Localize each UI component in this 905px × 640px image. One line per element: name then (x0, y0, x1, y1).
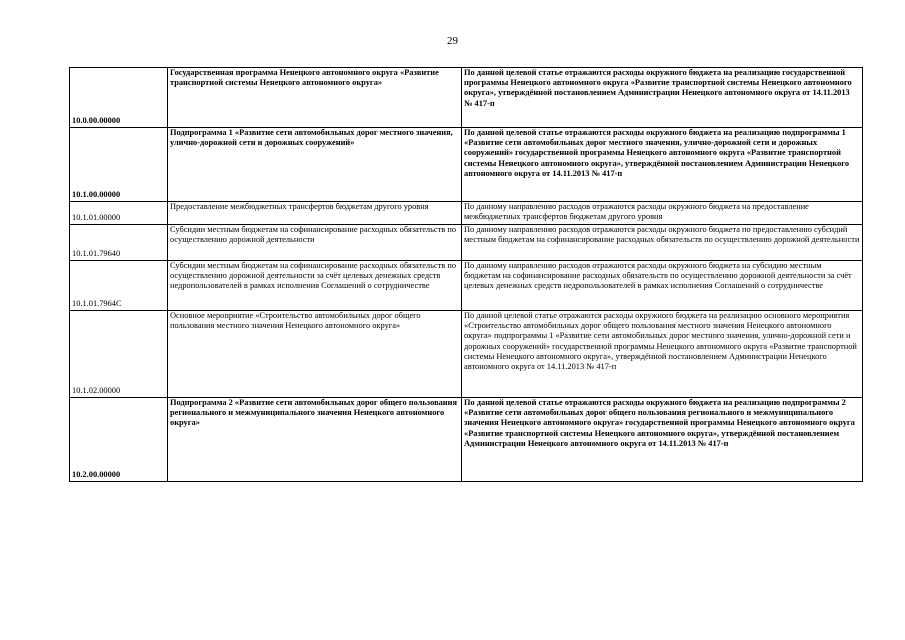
target-article-code: 10.1.02.00000 (70, 311, 168, 398)
target-article-description: По данной целевой статье отражаются расходы окружного бюджета на реализацию основного мероприятия «Строительство автомобильных дорог общего пользования местного значения Ненецкого автономного округа» подпрограммы 1 «Развитие сети автомобильных дорог местного значения, улично-дорожной сети и дорожных сооружений» государственной программы Ненецкого автономного округа «Развитие транспортной системы Ненецкого автономного округа», утверждённой постановлением Администрации Ненецкого автономного округа от 14.11.2013 № 417-п (462, 311, 863, 398)
target-article-name (168, 128, 462, 202)
target-article-code: 10.1.01.00000 (70, 202, 168, 225)
target-article-code: 10.1.01.79640 (70, 225, 168, 261)
target-article-code: 10.2.00.00000 (70, 398, 168, 482)
target-article-name: Субсидии местным бюджетам на софинансирование расходных обязательств по осуществлению дорожной деятельности (168, 225, 462, 261)
target-article-description: По данному направлению расходов отражаются расходы окружного бюджета на предоставление межбюджетных трансфертов бюджетам другого уровня (462, 202, 863, 225)
table-row (70, 261, 863, 311)
target-article-name: Предоставление межбюджетных трансфертов бюджетам другого уровня (168, 202, 462, 225)
target-article-code: 10.1.00.00000 (70, 128, 168, 202)
target-article-name (168, 68, 462, 128)
target-article-name (168, 398, 462, 482)
target-article-description: По данной целевой статье отражаются расходы окружного бюджета на реализацию государственной программы Ненецкого автономного округа «Развитие транспортной системы Ненецкого автономного округа», утверждённой постановлением Администрации Ненецкого автономного округа от 14.11.2013 № 417-п (462, 68, 863, 128)
page-number: 29 (447, 35, 458, 47)
budget-classification-table (69, 67, 863, 482)
target-article-code: 10.1.01.7964C (70, 261, 168, 311)
target-article-description: По данному направлению расходов отражаются расходы окружного бюджета на субсидию местным бюджетам на софинансирование расходных обязательств по осуществлению дорожной деятельности за счёт целевых денежных средств недропользователей в рамках исполнения Соглашений о сотрудничестве (462, 261, 863, 311)
table-row (70, 68, 863, 128)
target-article-code: 10.0.00.00000 (70, 68, 168, 128)
target-article-name (168, 311, 462, 398)
target-article-name: Субсидии местным бюджетам на софинансирование расходных обязательств по осуществлению дорожной деятельности за счёт целевых денежных средств недропользователей в рамках исполнения Соглашений о сотрудничестве (168, 261, 462, 311)
target-article-description: По данной целевой статье отражаются расходы окружного бюджета на реализацию подпрограммы 1 «Развитие сети автомобильных дорог местного значения, улично-дорожной сети и дорожных сооружений» государственной программы Ненецкого автономного округа «Развитие транспортной системы Ненецкого автономного округа», утверждённой постановлением Администрации Ненецкого автономного округа от 14.11.2013 № 417-п (462, 128, 863, 202)
table-row (70, 398, 863, 482)
target-article-description: По данному направлению расходов отражаются расходы окружного бюджета по предоставлению субсидий местным бюджетам на софинансирование расходных обязательств по осуществлению дорожной деятельности (462, 225, 863, 261)
table-row (70, 225, 863, 261)
target-article-name-text: Подпрограмма 1 «Развитие сети автомобильных дорог местного значения, улично-дорожной сети и дорожных сооружений» (170, 128, 453, 148)
target-article-name-text: Подпрограмма 2 «Развитие сети автомобильных дорог общего пользования регионального и межмуниципального значения Ненецкого автономного округа» (170, 398, 457, 428)
target-article-description: По данной целевой статье отражаются расходы окружного бюджета на реализацию подпрограммы 2 «Развитие сети автомобильных дорог общего пользования регионального и межмуниципального значения Ненецкого автономного округа» государственной программы Ненецкого автономного округа «Развитие транспортной системы Ненецкого автономного округа», утверждённой постановлением Администрации Ненецкого автономного округа от 14.11.2013 № 417-п (462, 398, 863, 482)
table-row (70, 128, 863, 202)
table-row (70, 311, 863, 398)
table-row (70, 202, 863, 225)
target-article-name-text: Основное мероприятие «Строительство автомобильных дорог общего пользования местного значения Ненецкого автономного округа» (170, 311, 421, 331)
target-article-name-text: Государственная программа Ненецкого автономного округа «Развитие транспортной системы Ненецкого автономного округа» (170, 68, 439, 88)
